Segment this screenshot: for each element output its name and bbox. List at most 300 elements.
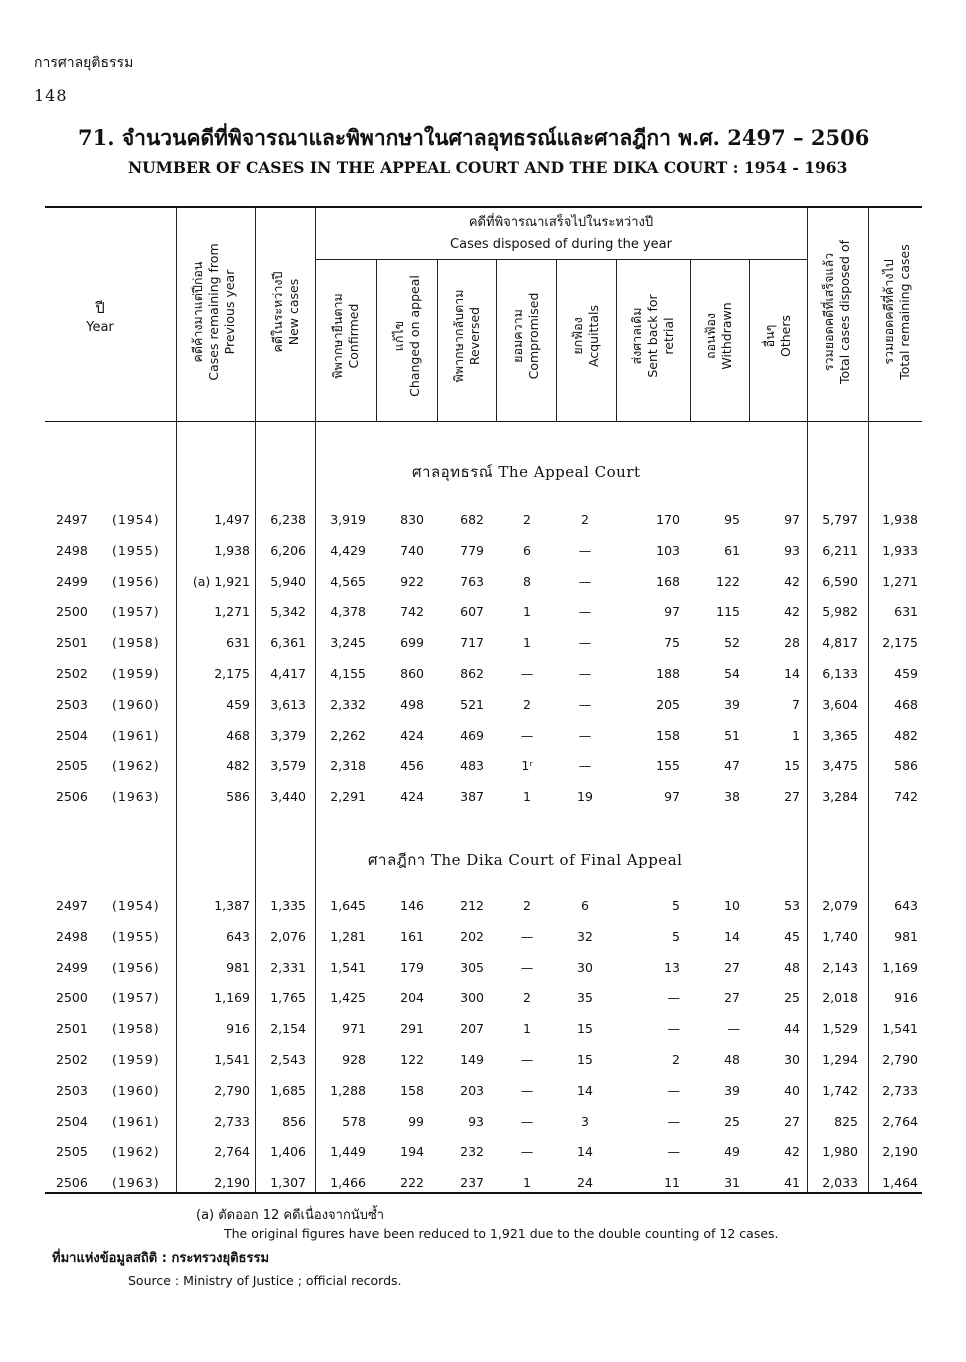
cell-withdrawn: 115 [716, 604, 740, 620]
others-header-thai: อื่นๆ [762, 324, 777, 348]
cell-total-remaining: 1,938 [882, 512, 918, 527]
cell-total-remaining: 1,541 [882, 1021, 918, 1037]
cell-changed: 179 [400, 959, 424, 975]
cell-remaining: (a) 1,921 [192, 573, 250, 589]
total-remaining-header-en: Total remaining cases [897, 244, 912, 380]
cell-confirmed: 4,378 [330, 604, 366, 620]
cell-reversed: 305 [460, 959, 484, 975]
cell-remaining: 643 [226, 928, 250, 944]
row-year-ce: (1961) [112, 1113, 160, 1129]
cell-acquittals: — [578, 604, 592, 620]
cell-total-disposed: 1,529 [822, 1021, 858, 1037]
cell-remaining: 1,497 [214, 512, 250, 527]
cell-new-cases: 3,579 [270, 758, 306, 774]
running-head: การศาลยุติธรรม [34, 55, 134, 71]
footnote-thai: (a) ตัดออก 12 คดีเนื่องจากนับซ้ำ [196, 1208, 385, 1223]
cell-sent-back: — [667, 1144, 680, 1160]
cell-total-remaining: 468 [894, 696, 918, 712]
cell-acquittals: — [578, 573, 592, 589]
cell-new-cases: 2,331 [270, 959, 306, 975]
cell-acquittals: 14 [577, 1082, 593, 1098]
table-row [0, 1080, 966, 1102]
cell-total-disposed: 2,033 [822, 1175, 858, 1191]
row-year-ce: (1954) [112, 898, 160, 913]
row-year-ce: (1962) [112, 1144, 160, 1160]
year-header: Year [86, 320, 114, 335]
table-row [0, 1049, 966, 1071]
cell-remaining: 981 [226, 959, 250, 975]
section-title-dika-court: ศาลฎีกา The Dika Court of Final Appeal [368, 851, 683, 869]
row-year: 2500 [56, 604, 88, 620]
cell-total-remaining: 2,175 [882, 635, 918, 651]
cell-withdrawn: 122 [716, 573, 740, 589]
cell-compromised: — [520, 1052, 534, 1067]
cell-confirmed: 3,919 [330, 512, 366, 527]
sent-back-header-line2: retrial [661, 317, 676, 355]
cell-sent-back: — [667, 990, 680, 1006]
table-row [0, 926, 966, 948]
cell-sent-back: 158 [656, 727, 680, 743]
cell-total-disposed: 3,284 [822, 789, 858, 805]
cell-compromised: 1 [523, 1021, 531, 1037]
cell-remaining: 1,387 [214, 898, 250, 913]
cell-withdrawn: 61 [724, 542, 740, 558]
cell-reversed: 300 [460, 990, 484, 1006]
cell-compromised: 6 [523, 542, 531, 558]
row-year: 2500 [56, 990, 88, 1006]
cell-new-cases: 1,765 [270, 990, 306, 1006]
cell-remaining: 631 [226, 635, 250, 651]
cell-compromised: 1 [523, 604, 531, 620]
cell-new-cases: 2,543 [270, 1052, 306, 1067]
cell-confirmed: 1,541 [330, 959, 366, 975]
row-year: 2506 [56, 1175, 88, 1191]
changed-header [391, 275, 423, 397]
section-title-appeal-court: ศาลอุทธรณ์ The Appeal Court [412, 463, 641, 481]
row-year: 2498 [56, 928, 88, 944]
cell-changed: 161 [400, 928, 424, 944]
group-header-rule [315, 259, 807, 260]
cell-new-cases: 3,613 [270, 696, 306, 712]
row-year-ce: (1955) [112, 542, 160, 558]
cell-new-cases: 5,940 [270, 573, 306, 589]
cell-compromised: 2 [523, 990, 531, 1006]
cell-withdrawn: 49 [724, 1144, 740, 1160]
cell-total-disposed: 6,133 [822, 666, 858, 681]
cell-others: 45 [784, 928, 800, 944]
changed-header-en: Changed on appeal [407, 275, 422, 397]
confirmed-header [330, 293, 362, 379]
cell-new-cases: 5,342 [270, 604, 306, 620]
remaining-header-thai: คดีค้างมาแต่ปีก่อน [190, 261, 205, 363]
cell-others: 40 [784, 1082, 800, 1098]
cell-others: 48 [784, 959, 800, 975]
cell-reversed: 469 [460, 727, 484, 743]
cell-new-cases: 1,335 [270, 898, 306, 913]
cell-total-disposed: 4,817 [822, 635, 858, 651]
cell-total-disposed: 3,604 [822, 696, 858, 712]
row-year-ce: (1956) [112, 959, 160, 975]
row-year: 2497 [56, 898, 88, 913]
cell-changed: 456 [400, 758, 424, 774]
cell-reversed: 779 [460, 542, 484, 558]
cell-sent-back: — [667, 1113, 680, 1129]
cell-confirmed: 2,262 [330, 727, 366, 743]
sent-back-header-thai: ส่งศาลเดิม [629, 307, 644, 365]
cell-total-remaining: 1,933 [882, 542, 918, 558]
new-cases-header-thai: คดีในระหว่างปี [270, 271, 285, 353]
cell-confirmed: 1,288 [330, 1082, 366, 1098]
cell-withdrawn: 14 [724, 928, 740, 944]
cell-withdrawn: 39 [724, 696, 740, 712]
row-year-ce: (1959) [112, 1052, 160, 1067]
cell-total-remaining: 586 [894, 758, 918, 774]
total-remaining-header [881, 244, 913, 380]
cell-reversed: 483 [460, 758, 484, 774]
total-remaining-header-thai: รวมยอดคดีที่ค้างไป [881, 259, 896, 365]
cell-sent-back: 5 [672, 928, 680, 944]
cell-others: 27 [784, 789, 800, 805]
cell-acquittals: — [578, 635, 592, 651]
cell-total-remaining: 742 [894, 789, 918, 805]
row-year-ce: (1960) [112, 1082, 160, 1098]
table-title-english: NUMBER OF CASES IN THE APPEAL COURT AND THE DIKA COURT : 1954 - 1963 [128, 158, 848, 177]
cell-total-remaining: 2,764 [882, 1113, 918, 1129]
cell-confirmed: 1,449 [330, 1144, 366, 1160]
sent-back-header [629, 294, 677, 377]
cell-acquittals: 30 [577, 959, 593, 975]
remaining-header-line2: Previous year [222, 269, 237, 355]
table-row [0, 987, 966, 1009]
cell-changed: 146 [400, 898, 424, 913]
cell-acquittals: 2 [581, 512, 589, 527]
row-year: 2503 [56, 1082, 88, 1098]
row-year: 2505 [56, 1144, 88, 1160]
cell-confirmed: 4,565 [330, 573, 366, 589]
footnote: The original figures have been reduced to 1,921 due to the double counting of 12 cases. [224, 1226, 779, 1241]
cell-remaining: 916 [226, 1021, 250, 1037]
cell-confirmed: 4,155 [330, 666, 366, 681]
cell-total-disposed: 2,079 [822, 898, 858, 913]
cell-remaining: 1,938 [214, 542, 250, 558]
cell-confirmed: 2,332 [330, 696, 366, 712]
cell-others: 27 [784, 1113, 800, 1129]
cell-new-cases: 4,417 [270, 666, 306, 681]
cell-remaining: 2,764 [214, 1144, 250, 1160]
cell-others: 7 [792, 696, 800, 712]
cell-others: 14 [784, 666, 800, 681]
cell-withdrawn: 38 [724, 789, 740, 805]
table-row [0, 725, 966, 747]
cell-compromised: — [520, 959, 534, 975]
row-year: 2502 [56, 1052, 88, 1067]
cell-reversed: 682 [460, 512, 484, 527]
cell-compromised: — [520, 666, 534, 681]
cell-others: 42 [784, 604, 800, 620]
cell-reversed: 763 [460, 573, 484, 589]
cell-withdrawn: 95 [724, 512, 740, 527]
cell-sent-back: 97 [664, 789, 680, 805]
row-year-ce: (1957) [112, 604, 160, 620]
cell-remaining: 1,271 [214, 604, 250, 620]
cell-total-remaining: 631 [894, 604, 918, 620]
cell-acquittals: — [578, 542, 592, 558]
row-year-ce: (1959) [112, 666, 160, 681]
cell-withdrawn: — [727, 1021, 740, 1037]
cell-compromised: 2 [523, 512, 531, 527]
cell-remaining: 1,541 [214, 1052, 250, 1067]
cell-acquittals: 6 [581, 898, 589, 913]
cell-others: 28 [784, 635, 800, 651]
cell-reversed: 93 [468, 1113, 484, 1129]
total-disposed-header-thai: รวมยอดคดีที่เสร็จแล้ว [821, 252, 836, 372]
cell-withdrawn: 47 [724, 758, 740, 774]
new-cases-header-en: New cases [286, 278, 301, 346]
cell-withdrawn: 10 [724, 898, 740, 913]
row-year-ce: (1954) [112, 512, 160, 527]
acquittals-header [570, 305, 602, 367]
cell-new-cases: 3,379 [270, 727, 306, 743]
cell-sent-back: 155 [656, 758, 680, 774]
cell-sent-back: 75 [664, 635, 680, 651]
column-divider [376, 259, 377, 421]
cell-changed: 830 [400, 512, 424, 527]
source-thai: ที่มาแห่งข้อมูลสถิติ : กระทรวงยุติธรรม [52, 1251, 270, 1266]
table-row [0, 663, 966, 685]
cell-confirmed: 1,645 [330, 898, 366, 913]
column-divider [749, 259, 750, 421]
cell-reversed: 203 [460, 1082, 484, 1098]
cell-changed: 158 [400, 1082, 424, 1098]
cell-withdrawn: 27 [724, 990, 740, 1006]
table-row [0, 571, 966, 593]
cell-reversed: 149 [460, 1052, 484, 1067]
cell-acquittals: — [578, 666, 592, 681]
row-year: 2504 [56, 1113, 88, 1129]
cell-others: 1 [792, 727, 800, 743]
cell-others: 44 [784, 1021, 800, 1037]
cell-total-remaining: 2,190 [882, 1144, 918, 1160]
cell-confirmed: 1,466 [330, 1175, 366, 1191]
cell-reversed: 607 [460, 604, 484, 620]
others-header-en: Others [778, 314, 793, 358]
cell-withdrawn: 54 [724, 666, 740, 681]
withdrawn-header-en: Withdrawn [719, 302, 734, 370]
cell-total-disposed: 1,740 [822, 928, 858, 944]
cell-total-disposed: 825 [834, 1113, 858, 1129]
cell-total-remaining: 643 [894, 898, 918, 913]
cell-total-disposed: 2,143 [822, 959, 858, 975]
cell-new-cases: 3,440 [270, 789, 306, 805]
cell-compromised: 2 [523, 898, 531, 913]
column-divider [616, 259, 617, 421]
cell-compromised: — [520, 1082, 534, 1098]
cell-others: 53 [784, 898, 800, 913]
cell-reversed: 232 [460, 1144, 484, 1160]
row-year-ce: (1963) [112, 789, 160, 805]
disposed-group-header-thai: คดีที่พิจารณาเสร็จไปในระหว่างปี [468, 215, 654, 230]
cell-acquittals: 35 [577, 990, 593, 1006]
row-year-ce: (1956) [112, 573, 160, 589]
compromised-header-en: Compromised [526, 292, 541, 380]
reversed-header-en: Reversed [467, 306, 482, 366]
cell-total-disposed: 3,475 [822, 758, 858, 774]
row-year-ce: (1958) [112, 635, 160, 651]
acquittals-header-thai: ยกฟ้อง [570, 317, 585, 355]
cell-acquittals: — [578, 696, 592, 712]
row-year: 2499 [56, 573, 88, 589]
cell-total-disposed: 3,365 [822, 727, 858, 743]
changed-header-thai: แก้ไข [391, 320, 406, 352]
row-year-ce: (1957) [112, 990, 160, 1006]
confirmed-header-en: Confirmed [346, 303, 361, 369]
cell-reversed: 202 [460, 928, 484, 944]
cell-sent-back: 11 [664, 1175, 680, 1191]
source: Source : Ministry of Justice ; official records. [128, 1273, 402, 1288]
cell-acquittals: — [578, 727, 592, 743]
cell-reversed: 207 [460, 1021, 484, 1037]
cell-total-remaining: 2,733 [882, 1082, 918, 1098]
cell-changed: 922 [400, 573, 424, 589]
cell-reversed: 521 [460, 696, 484, 712]
cell-remaining: 1,169 [214, 990, 250, 1006]
cell-reversed: 387 [460, 789, 484, 805]
row-year: 2501 [56, 1021, 88, 1037]
row-year: 2501 [56, 635, 88, 651]
row-year: 2506 [56, 789, 88, 805]
cell-compromised: 1 [523, 789, 531, 805]
year-header-thai: ปี [95, 299, 105, 317]
cell-acquittals: 15 [577, 1052, 593, 1067]
cell-acquittals: — [578, 758, 592, 774]
confirmed-header-thai: พิพากษายืนตาม [330, 293, 345, 379]
row-year-ce: (1955) [112, 928, 160, 944]
cell-confirmed: 2,291 [330, 789, 366, 805]
cell-changed: 99 [408, 1113, 424, 1129]
row-year: 2498 [56, 542, 88, 558]
cell-new-cases: 1,406 [270, 1144, 306, 1160]
cell-total-disposed: 6,590 [822, 573, 858, 589]
cell-confirmed: 928 [342, 1052, 366, 1067]
acquittals-header-en: Acquittals [586, 305, 601, 367]
table-row [0, 1018, 966, 1040]
remaining-header-line1: Cases remaining from [206, 243, 221, 381]
cell-compromised: — [520, 1113, 534, 1129]
row-year-ce: (1961) [112, 727, 160, 743]
cell-compromised: 8 [523, 573, 531, 589]
cell-withdrawn: 51 [724, 727, 740, 743]
cell-sent-back: 97 [664, 604, 680, 620]
row-year: 2504 [56, 727, 88, 743]
row-year: 2505 [56, 758, 88, 774]
cell-withdrawn: 25 [724, 1113, 740, 1129]
column-divider [496, 259, 497, 421]
cell-sent-back: 188 [656, 666, 680, 681]
cell-compromised: 2 [523, 696, 531, 712]
row-year-ce: (1962) [112, 758, 160, 774]
cell-acquittals: 15 [577, 1021, 593, 1037]
cell-new-cases: 2,154 [270, 1021, 306, 1037]
cell-new-cases: 856 [282, 1113, 306, 1129]
row-year-ce: (1958) [112, 1021, 160, 1037]
cell-others: 97 [784, 512, 800, 527]
row-year: 2497 [56, 512, 88, 527]
disposed-group-header: Cases disposed of during the year [450, 237, 672, 252]
cell-changed: 194 [400, 1144, 424, 1160]
cell-confirmed: 1,281 [330, 928, 366, 944]
cell-others: 41 [784, 1175, 800, 1191]
table-row [0, 755, 966, 777]
cell-sent-back: 5 [672, 898, 680, 913]
withdrawn-header-thai: ถอนฟ้อง [703, 312, 718, 360]
cell-total-remaining: 981 [894, 928, 918, 944]
cell-total-remaining: 1,271 [882, 573, 918, 589]
cell-changed: 742 [400, 604, 424, 620]
cell-changed: 860 [400, 666, 424, 681]
cell-others: 42 [784, 1144, 800, 1160]
cell-withdrawn: 39 [724, 1082, 740, 1098]
others-header [762, 315, 794, 357]
cell-new-cases: 6,361 [270, 635, 306, 651]
cell-withdrawn: 52 [724, 635, 740, 651]
cell-reversed: 862 [460, 666, 484, 681]
cell-changed: 424 [400, 789, 424, 805]
table-row [0, 1172, 966, 1194]
sent-back-header-line1: Sent back for [645, 294, 660, 378]
cell-changed: 740 [400, 542, 424, 558]
cell-total-disposed: 5,797 [822, 512, 858, 527]
cell-remaining: 586 [226, 789, 250, 805]
cell-remaining: 2,733 [214, 1113, 250, 1129]
cell-remaining: 468 [226, 727, 250, 743]
compromised-header [510, 293, 542, 380]
cell-compromised: 1ʳ [521, 758, 533, 774]
row-year: 2502 [56, 666, 88, 681]
cell-total-remaining: 1,464 [882, 1175, 918, 1191]
cell-reversed: 212 [460, 898, 484, 913]
cell-total-disposed: 1,742 [822, 1082, 858, 1098]
total-disposed-header [821, 240, 853, 384]
cell-total-disposed: 1,980 [822, 1144, 858, 1160]
cell-confirmed: 3,245 [330, 635, 366, 651]
cell-total-disposed: 5,982 [822, 604, 858, 620]
cell-new-cases: 6,238 [270, 512, 306, 527]
cell-compromised: 1 [523, 1175, 531, 1191]
cell-confirmed: 971 [342, 1021, 366, 1037]
new-cases-header [270, 272, 302, 353]
cell-total-disposed: 1,294 [822, 1052, 858, 1067]
cell-compromised: — [520, 928, 534, 944]
cell-sent-back: — [667, 1082, 680, 1098]
table-row [0, 509, 966, 531]
cell-others: 42 [784, 573, 800, 589]
cell-changed: 699 [400, 635, 424, 651]
cell-total-disposed: 6,211 [822, 542, 858, 558]
reversed-header [451, 290, 483, 383]
cell-confirmed: 2,318 [330, 758, 366, 774]
total-disposed-header-en: Total cases disposed of [837, 239, 852, 385]
cell-changed: 204 [400, 990, 424, 1006]
cell-remaining: 2,175 [214, 666, 250, 681]
cell-changed: 498 [400, 696, 424, 712]
table-row [0, 1111, 966, 1133]
cell-total-remaining: 916 [894, 990, 918, 1006]
cell-others: 25 [784, 990, 800, 1006]
cell-confirmed: 1,425 [330, 990, 366, 1006]
cell-total-remaining: 459 [894, 666, 918, 681]
cell-compromised: 1 [523, 635, 531, 651]
cell-total-remaining: 1,169 [882, 959, 918, 975]
